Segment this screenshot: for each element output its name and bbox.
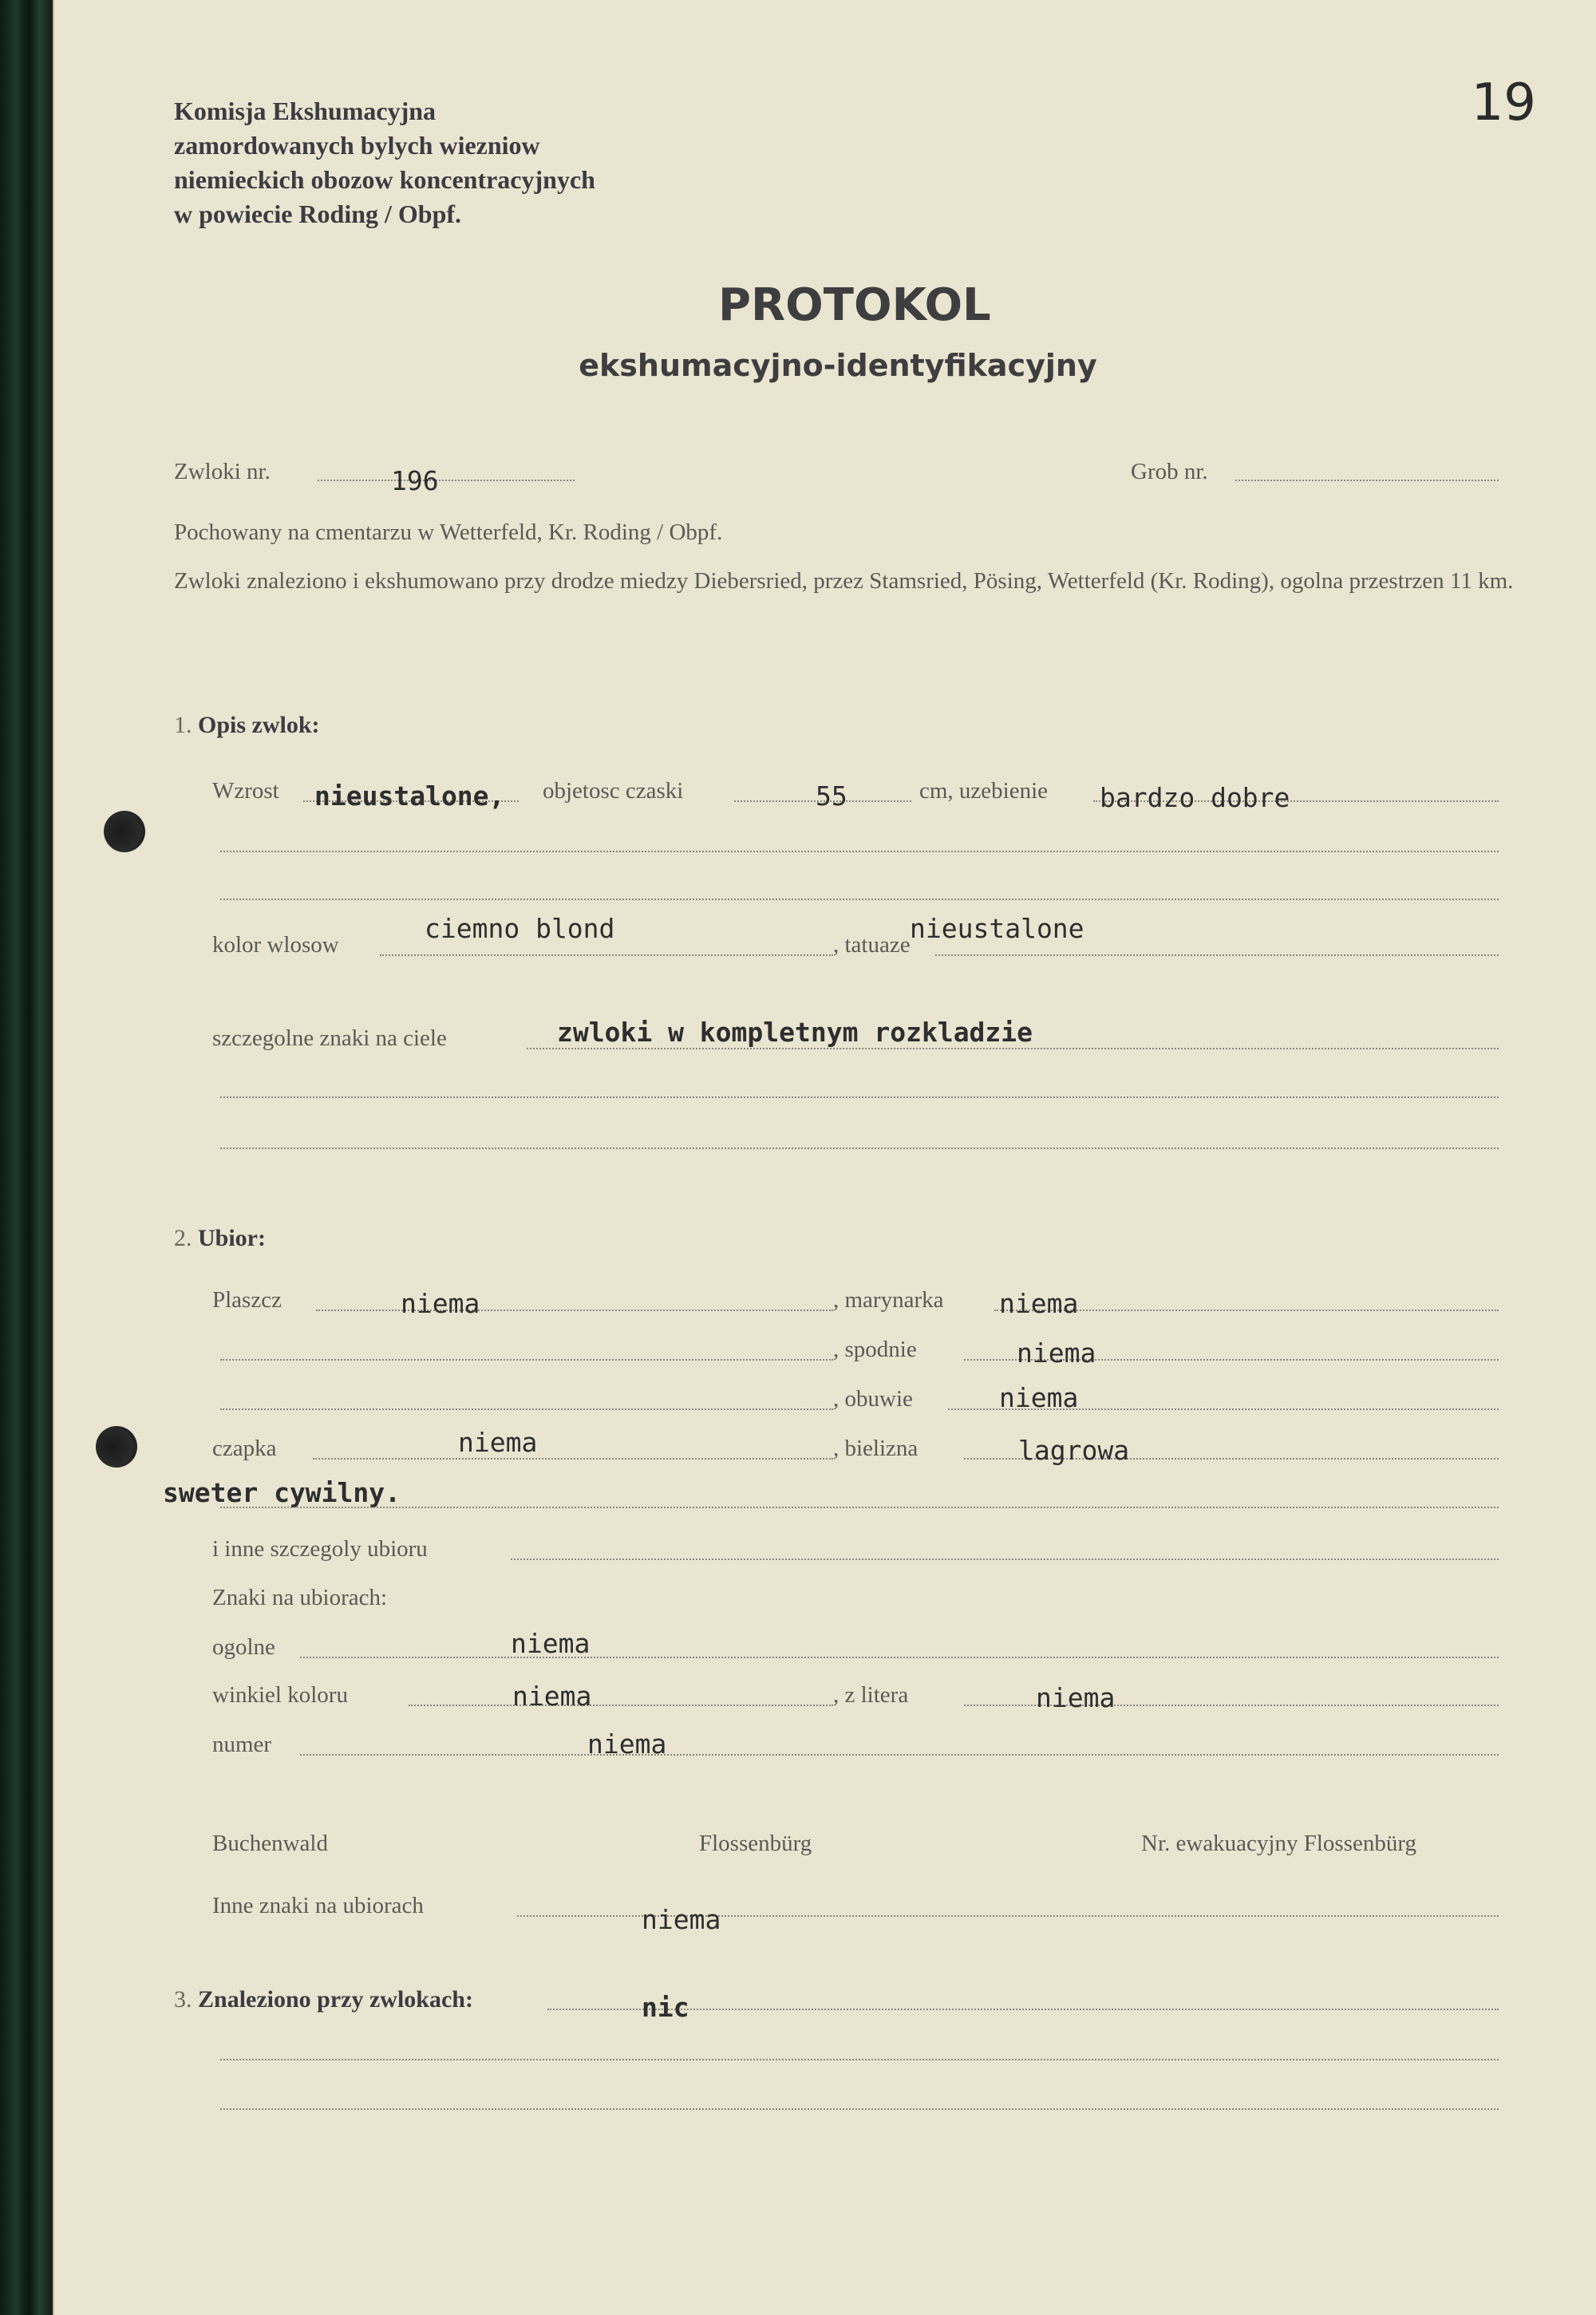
cm-uzebienie-label: cm, uzebienie xyxy=(919,778,1049,804)
obuwie-label: , obuwie xyxy=(833,1386,913,1412)
kolor-wlosow-line xyxy=(380,954,833,956)
institution-header xyxy=(174,94,595,231)
flossenburg-label: Flossenbürg xyxy=(699,1831,812,1856)
uzebienie-value: bardzo dobre xyxy=(1100,782,1290,813)
ogolne-value: niema xyxy=(511,1628,591,1659)
document-title: PROTOKOL xyxy=(718,279,991,331)
section-2-title: Ubior: xyxy=(198,1225,266,1251)
section-1-number: 1. xyxy=(174,712,192,738)
kolor-wlosow-value: ciemno blond xyxy=(425,913,615,944)
zwloki-nr-label: Zwloki nr. xyxy=(174,459,271,484)
znaleziono-text: Zwloki znaleziono i ekshumowano przy drodze miedzy Diebersried, przez Stamsried, Pösing, Wetterfeld (Kr. Roding), ogolna przestrzen 11 km. xyxy=(174,568,1514,594)
section-3-value: nic xyxy=(642,1992,689,2023)
numer-value: niema xyxy=(587,1728,667,1760)
objetosc-value: 55 xyxy=(816,780,847,812)
tatuaze-line xyxy=(935,954,1499,956)
section-1-blank-line-1 xyxy=(220,851,1499,852)
kolor-wlosow-label: kolor wlosow xyxy=(212,932,339,958)
czapka-value: niema xyxy=(458,1427,538,1458)
inne-szczegoly-line xyxy=(511,1558,1499,1560)
grob-nr-label: Grob nr. xyxy=(1131,459,1208,484)
section-1-title: Opis zwlok: xyxy=(198,712,320,738)
winkiel-value: niema xyxy=(512,1681,592,1712)
bielizna-label: , bielizna xyxy=(833,1436,918,1461)
z-litera-label: , z litera xyxy=(833,1682,909,1708)
inne-znaki-value: niema xyxy=(642,1904,721,1935)
wzrost-value: nieustalone, xyxy=(314,780,505,812)
section-3-title: Znaleziono przy zwlokach: xyxy=(198,1986,473,2013)
spodnie-label: , spodnie xyxy=(833,1337,917,1362)
plaszcz-blank-line-2 xyxy=(220,1408,833,1410)
numer-label: numer xyxy=(212,1732,272,1757)
page-number: 19 xyxy=(1471,73,1536,132)
section-3-number: 3. xyxy=(174,1986,192,2013)
winkiel-line xyxy=(409,1705,833,1706)
grob-nr-line xyxy=(1235,480,1499,481)
buchenwald-label: Buchenwald xyxy=(212,1831,328,1856)
zwloki-nr-line xyxy=(318,480,575,481)
objetosc-label: objetosc czaski xyxy=(543,778,684,804)
szczegolne-znaki-label: szczegolne znaki na ciele xyxy=(212,1025,447,1051)
binder-edge xyxy=(0,0,53,2315)
winkiel-label: winkiel koloru xyxy=(212,1682,348,1708)
z-litera-value: niema xyxy=(1036,1682,1116,1713)
tatuaze-label: , tatuaze xyxy=(833,932,911,958)
document-subtitle: ekshumacyjno-identyfikacyjny xyxy=(579,348,1097,383)
wzrost-label: Wzrost xyxy=(212,778,279,804)
szczegolne-znaki-line xyxy=(527,1048,1499,1049)
section-3-line xyxy=(547,2009,1499,2010)
institution-line-1: Komisja Ekshumacyjna xyxy=(174,97,437,125)
institution-line-4: w powiecie Roding / Obpf. xyxy=(174,200,462,228)
marynarka-label: , marynarka xyxy=(833,1287,944,1313)
znaki-na-ubiorach-label: Znaki na ubiorach: xyxy=(212,1585,388,1610)
obuwie-value: niema xyxy=(999,1382,1079,1413)
plaszcz-label: Plaszcz xyxy=(212,1287,282,1313)
punch-hole-lower xyxy=(96,1426,137,1468)
plaszcz-line xyxy=(316,1310,833,1311)
tatuaze-value: nieustalone xyxy=(910,913,1084,944)
sweter-note: sweter cywilny. xyxy=(163,1477,401,1508)
plaszcz-value: niema xyxy=(401,1288,480,1319)
institution-line-2: zamordowanych bylych wiezniow xyxy=(174,131,540,160)
section-1-blank-line-3 xyxy=(220,1096,1499,1098)
section-2-heading xyxy=(174,1225,266,1252)
ogolne-line xyxy=(300,1657,1499,1658)
czapka-line xyxy=(313,1458,833,1460)
plaszcz-blank-line-1 xyxy=(220,1359,833,1361)
inne-szczegoly-label: i inne szczegoly ubioru xyxy=(212,1536,428,1562)
bielizna-value: lagrowa xyxy=(1018,1435,1130,1466)
section-1-heading xyxy=(174,712,320,739)
section-3-blank-line-2 xyxy=(220,2108,1499,2110)
marynarka-value: niema xyxy=(999,1288,1079,1319)
pochowany-text: Pochowany na cmentarzu w Wetterfeld, Kr. Roding / Obpf. xyxy=(174,519,723,545)
sweter-line xyxy=(220,1507,1499,1508)
nr-ewakuacyjny-label: Nr. ewakuacyjny Flossenbürg xyxy=(1141,1831,1416,1856)
section-2-number: 2. xyxy=(174,1225,192,1251)
inne-znaki-label: Inne znaki na ubiorach xyxy=(212,1893,424,1918)
institution-line-3: niemieckich obozow koncentracyjnych xyxy=(174,165,595,194)
czapka-label: czapka xyxy=(212,1436,277,1461)
section-3-heading xyxy=(174,1986,473,2013)
punch-hole-upper xyxy=(104,811,145,852)
zwloki-nr-value: 196 xyxy=(391,465,439,496)
ogolne-label: ogolne xyxy=(212,1634,275,1660)
section-3-blank-line-1 xyxy=(220,2059,1499,2060)
section-1-blank-line-4 xyxy=(220,1148,1499,1149)
szczegolne-znaki-value: zwloki w kompletnym rozkladzie xyxy=(557,1017,1033,1048)
spodnie-value: niema xyxy=(1017,1337,1096,1369)
numer-line xyxy=(300,1754,1499,1756)
section-1-blank-line-2 xyxy=(220,899,1499,900)
